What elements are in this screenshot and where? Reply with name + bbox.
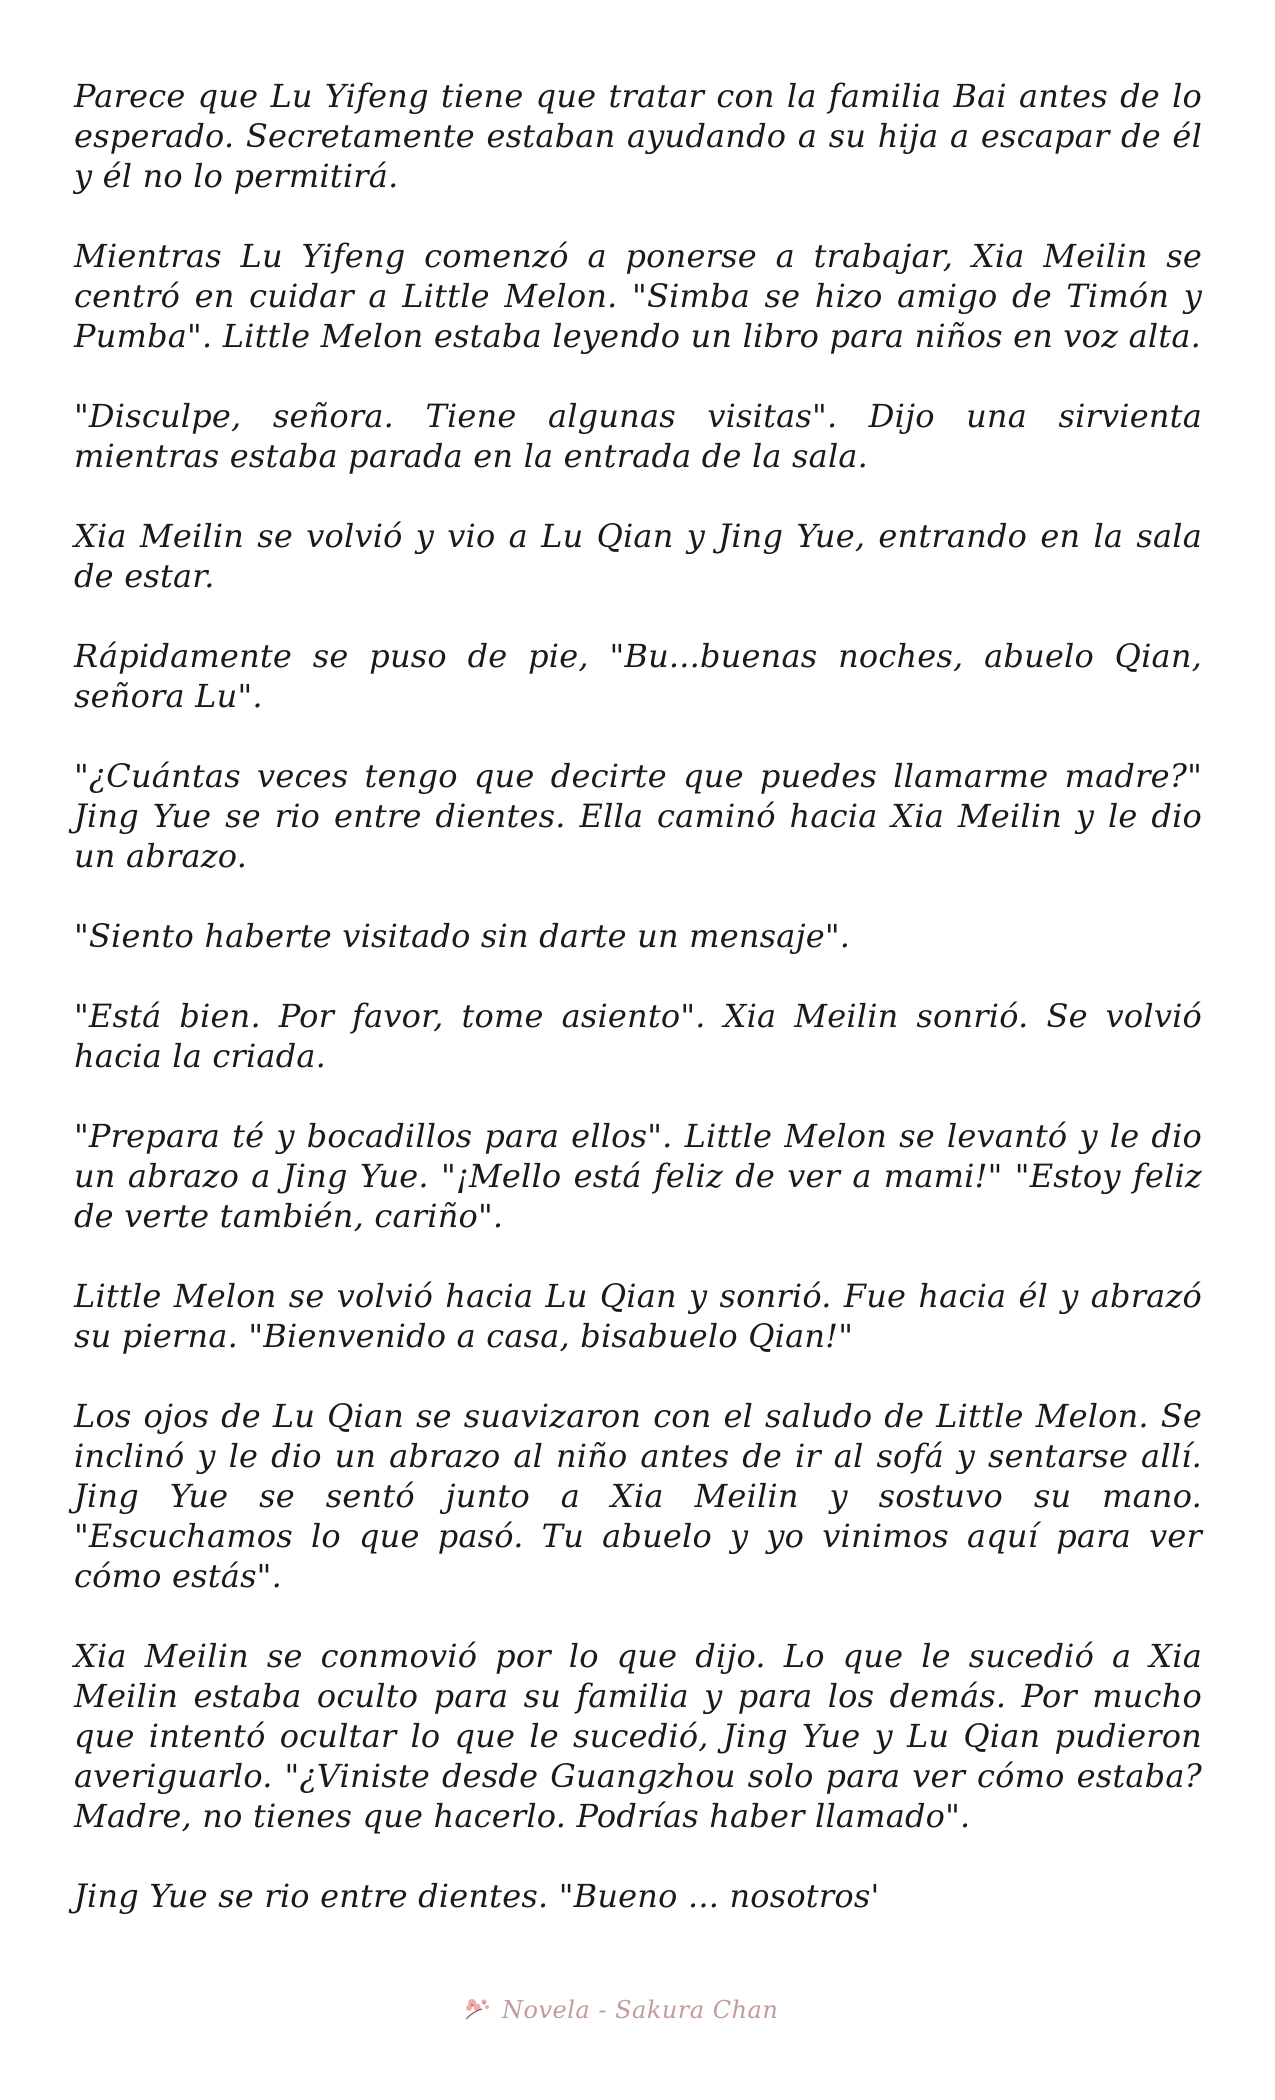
paragraph: Rápidamente se puso de pie, "Bu...buenas noches, abuelo Qian, señora Lu".: [74, 637, 1202, 715]
document-body: [74, 76, 1202, 1956]
watermark-text: Novela - Sakura Chan: [502, 1996, 779, 2024]
paragraph: Parece que Lu Yifeng tiene que tratar con la familia Bai antes de lo esperado. Secretamente estaban ayudando a su hija a escapar de él y él no lo permitirá.: [74, 77, 1202, 195]
paragraph: Xia Meilin se volvió y vio a Lu Qian y Jing Yue, entrando en la sala de estar.: [74, 517, 1202, 595]
paragraph: Jing Yue se rio entre dientes. "Bueno ... nosotros': [74, 1877, 880, 1915]
paragraph: "Está bien. Por favor, tome asiento". Xia Meilin sonrió. Se volvió hacia la criada.: [74, 997, 1202, 1075]
sakura-flower-icon: [460, 1993, 494, 2027]
paragraph: "Disculpe, señora. Tiene algunas visitas". Dijo una sirvienta mientras estaba parada en la entrada de la sala.: [74, 397, 1202, 475]
paragraph: "Prepara té y bocadillos para ellos". Little Melon se levantó y le dio un abrazo a Jing Yue. "¡Mello está feliz de ver a mami!" "Estoy feliz de verte también, cariño".: [74, 1117, 1202, 1235]
paragraph: Little Melon se volvió hacia Lu Qian y sonrió. Fue hacia él y abrazó su pierna. "Bienvenido a casa, bisabuelo Qian!": [74, 1277, 1202, 1355]
paragraph: "Siento haberte visitado sin darte un mensaje".: [74, 917, 851, 955]
paragraph: Xia Meilin se conmovió por lo que dijo. Lo que le sucedió a Xia Meilin estaba oculto para su familia y para los demás. Por mucho que intentó ocultar lo que le sucedió, Jing Yue y Lu Qian pudieron averiguarlo. "¿Viniste desde Guangzhou solo para ver cómo estaba? Madre, no tienes que hacerlo. Podrías haber llamado".: [74, 1637, 1202, 1835]
paragraph: "¿Cuántas veces tengo que decirte que puedes llamarme madre?" Jing Yue se rio entre dientes. Ella caminó hacia Xia Meilin y le dio un abrazo.: [74, 757, 1202, 875]
paragraph: Mientras Lu Yifeng comenzó a ponerse a trabajar, Xia Meilin se centró en cuidar a Little Melon. "Simba se hizo amigo de Timón y Pumba". Little Melon estaba leyendo un libro para niños en voz alta.: [74, 237, 1202, 355]
paragraph: Los ojos de Lu Qian se suavizaron con el saludo de Little Melon. Se inclinó y le dio un abrazo al niño antes de ir al sofá y sentarse allí. Jing Yue se sentó junto a Xia Meilin y sostuvo su mano. "Escuchamos lo que pasó. Tu abuelo y yo vinimos aquí para ver cómo estás".: [74, 1397, 1202, 1595]
watermark: [460, 1992, 860, 2028]
